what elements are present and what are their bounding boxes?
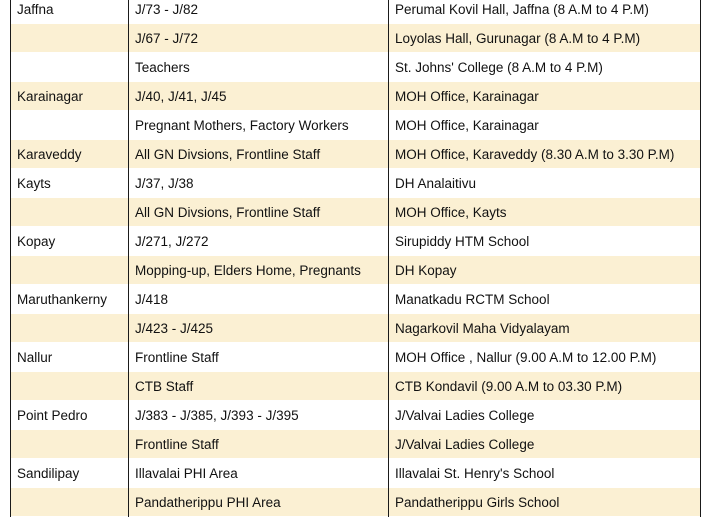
location-cell: Loyolas Hall, Gurunagar (8 A.M to 4 P.M) <box>389 24 701 53</box>
target-group-cell: J/73 - J/82 <box>129 0 389 24</box>
location-cell: MOH Office , Nallur (9.00 A.M to 12.00 P.M) <box>389 343 701 372</box>
area-cell: Kayts <box>11 169 129 198</box>
location-cell: Nagarkovil Maha Vidyalayam <box>389 314 701 343</box>
table-row <box>11 256 701 285</box>
table-row <box>11 198 701 227</box>
table-row <box>11 285 701 314</box>
table-row <box>11 0 701 24</box>
location-cell: Manatkadu RCTM School <box>389 285 701 314</box>
target-group-cell: J/418 <box>129 285 389 314</box>
table-row <box>11 82 701 111</box>
target-group-cell: Pandatherippu PHI Area <box>129 488 389 517</box>
location-cell: DH Analaitivu <box>389 169 701 198</box>
location-cell: MOH Office, Kayts <box>389 198 701 227</box>
table-row <box>11 140 701 169</box>
area-cell: Jaffna <box>11 0 129 24</box>
area-cell <box>11 430 129 459</box>
location-cell: MOH Office, Karainagar <box>389 82 701 111</box>
table-row <box>11 430 701 459</box>
target-group-cell: Frontline Staff <box>129 430 389 459</box>
area-cell <box>11 488 129 517</box>
table-row <box>11 459 701 488</box>
table-row <box>11 53 701 82</box>
location-cell: Perumal Kovil Hall, Jaffna (8 A.M to 4 P.M) <box>389 0 701 24</box>
target-group-cell: Pregnant Mothers, Factory Workers <box>129 111 389 140</box>
location-cell: DH Kopay <box>389 256 701 285</box>
location-cell: Pandatherippu Girls School <box>389 488 701 517</box>
table-row <box>11 343 701 372</box>
location-cell: Illavalai St. Henry's School <box>389 459 701 488</box>
target-group-cell: J/40, J/41, J/45 <box>129 82 389 111</box>
area-cell <box>11 53 129 82</box>
target-group-cell: J/37, J/38 <box>129 169 389 198</box>
target-group-cell: J/423 - J/425 <box>129 314 389 343</box>
target-group-cell: J/271, J/272 <box>129 227 389 256</box>
area-cell <box>11 198 129 227</box>
table-row <box>11 169 701 198</box>
table-row <box>11 314 701 343</box>
target-group-cell: J/383 - J/385, J/393 - J/395 <box>129 401 389 430</box>
location-cell: MOH Office, Karaveddy (8.30 A.M to 3.30 P.M) <box>389 140 701 169</box>
area-cell <box>11 256 129 285</box>
target-group-cell: All GN Divsions, Frontline Staff <box>129 198 389 227</box>
area-cell <box>11 372 129 401</box>
table-row <box>11 24 701 53</box>
table-row <box>11 227 701 256</box>
target-group-cell: Mopping-up, Elders Home, Pregnants <box>129 256 389 285</box>
target-group-cell: All GN Divsions, Frontline Staff <box>129 140 389 169</box>
location-cell: J/Valvai Ladies College <box>389 401 701 430</box>
area-cell: Maruthankerny <box>11 285 129 314</box>
table-row <box>11 488 701 517</box>
target-group-cell: J/67 - J/72 <box>129 24 389 53</box>
area-cell: Sandilipay <box>11 459 129 488</box>
area-cell: Karainagar <box>11 82 129 111</box>
location-cell: CTB Kondavil (9.00 A.M to 03.30 P.M) <box>389 372 701 401</box>
area-cell: Kopay <box>11 227 129 256</box>
table-row <box>11 372 701 401</box>
table-row <box>11 401 701 430</box>
area-cell: Nallur <box>11 343 129 372</box>
area-cell: Karaveddy <box>11 140 129 169</box>
target-group-cell: Teachers <box>129 53 389 82</box>
vaccination-centres-table <box>10 0 701 517</box>
area-cell <box>11 24 129 53</box>
area-cell <box>11 111 129 140</box>
target-group-cell: CTB Staff <box>129 372 389 401</box>
target-group-cell: Frontline Staff <box>129 343 389 372</box>
target-group-cell: Illavalai PHI Area <box>129 459 389 488</box>
location-cell: Sirupiddy HTM School <box>389 227 701 256</box>
area-cell <box>11 314 129 343</box>
area-cell: Point Pedro <box>11 401 129 430</box>
location-cell: St. Johns' College (8 A.M to 4 P.M) <box>389 53 701 82</box>
location-cell: J/Valvai Ladies College <box>389 430 701 459</box>
location-cell: MOH Office, Karainagar <box>389 111 701 140</box>
table-row <box>11 111 701 140</box>
